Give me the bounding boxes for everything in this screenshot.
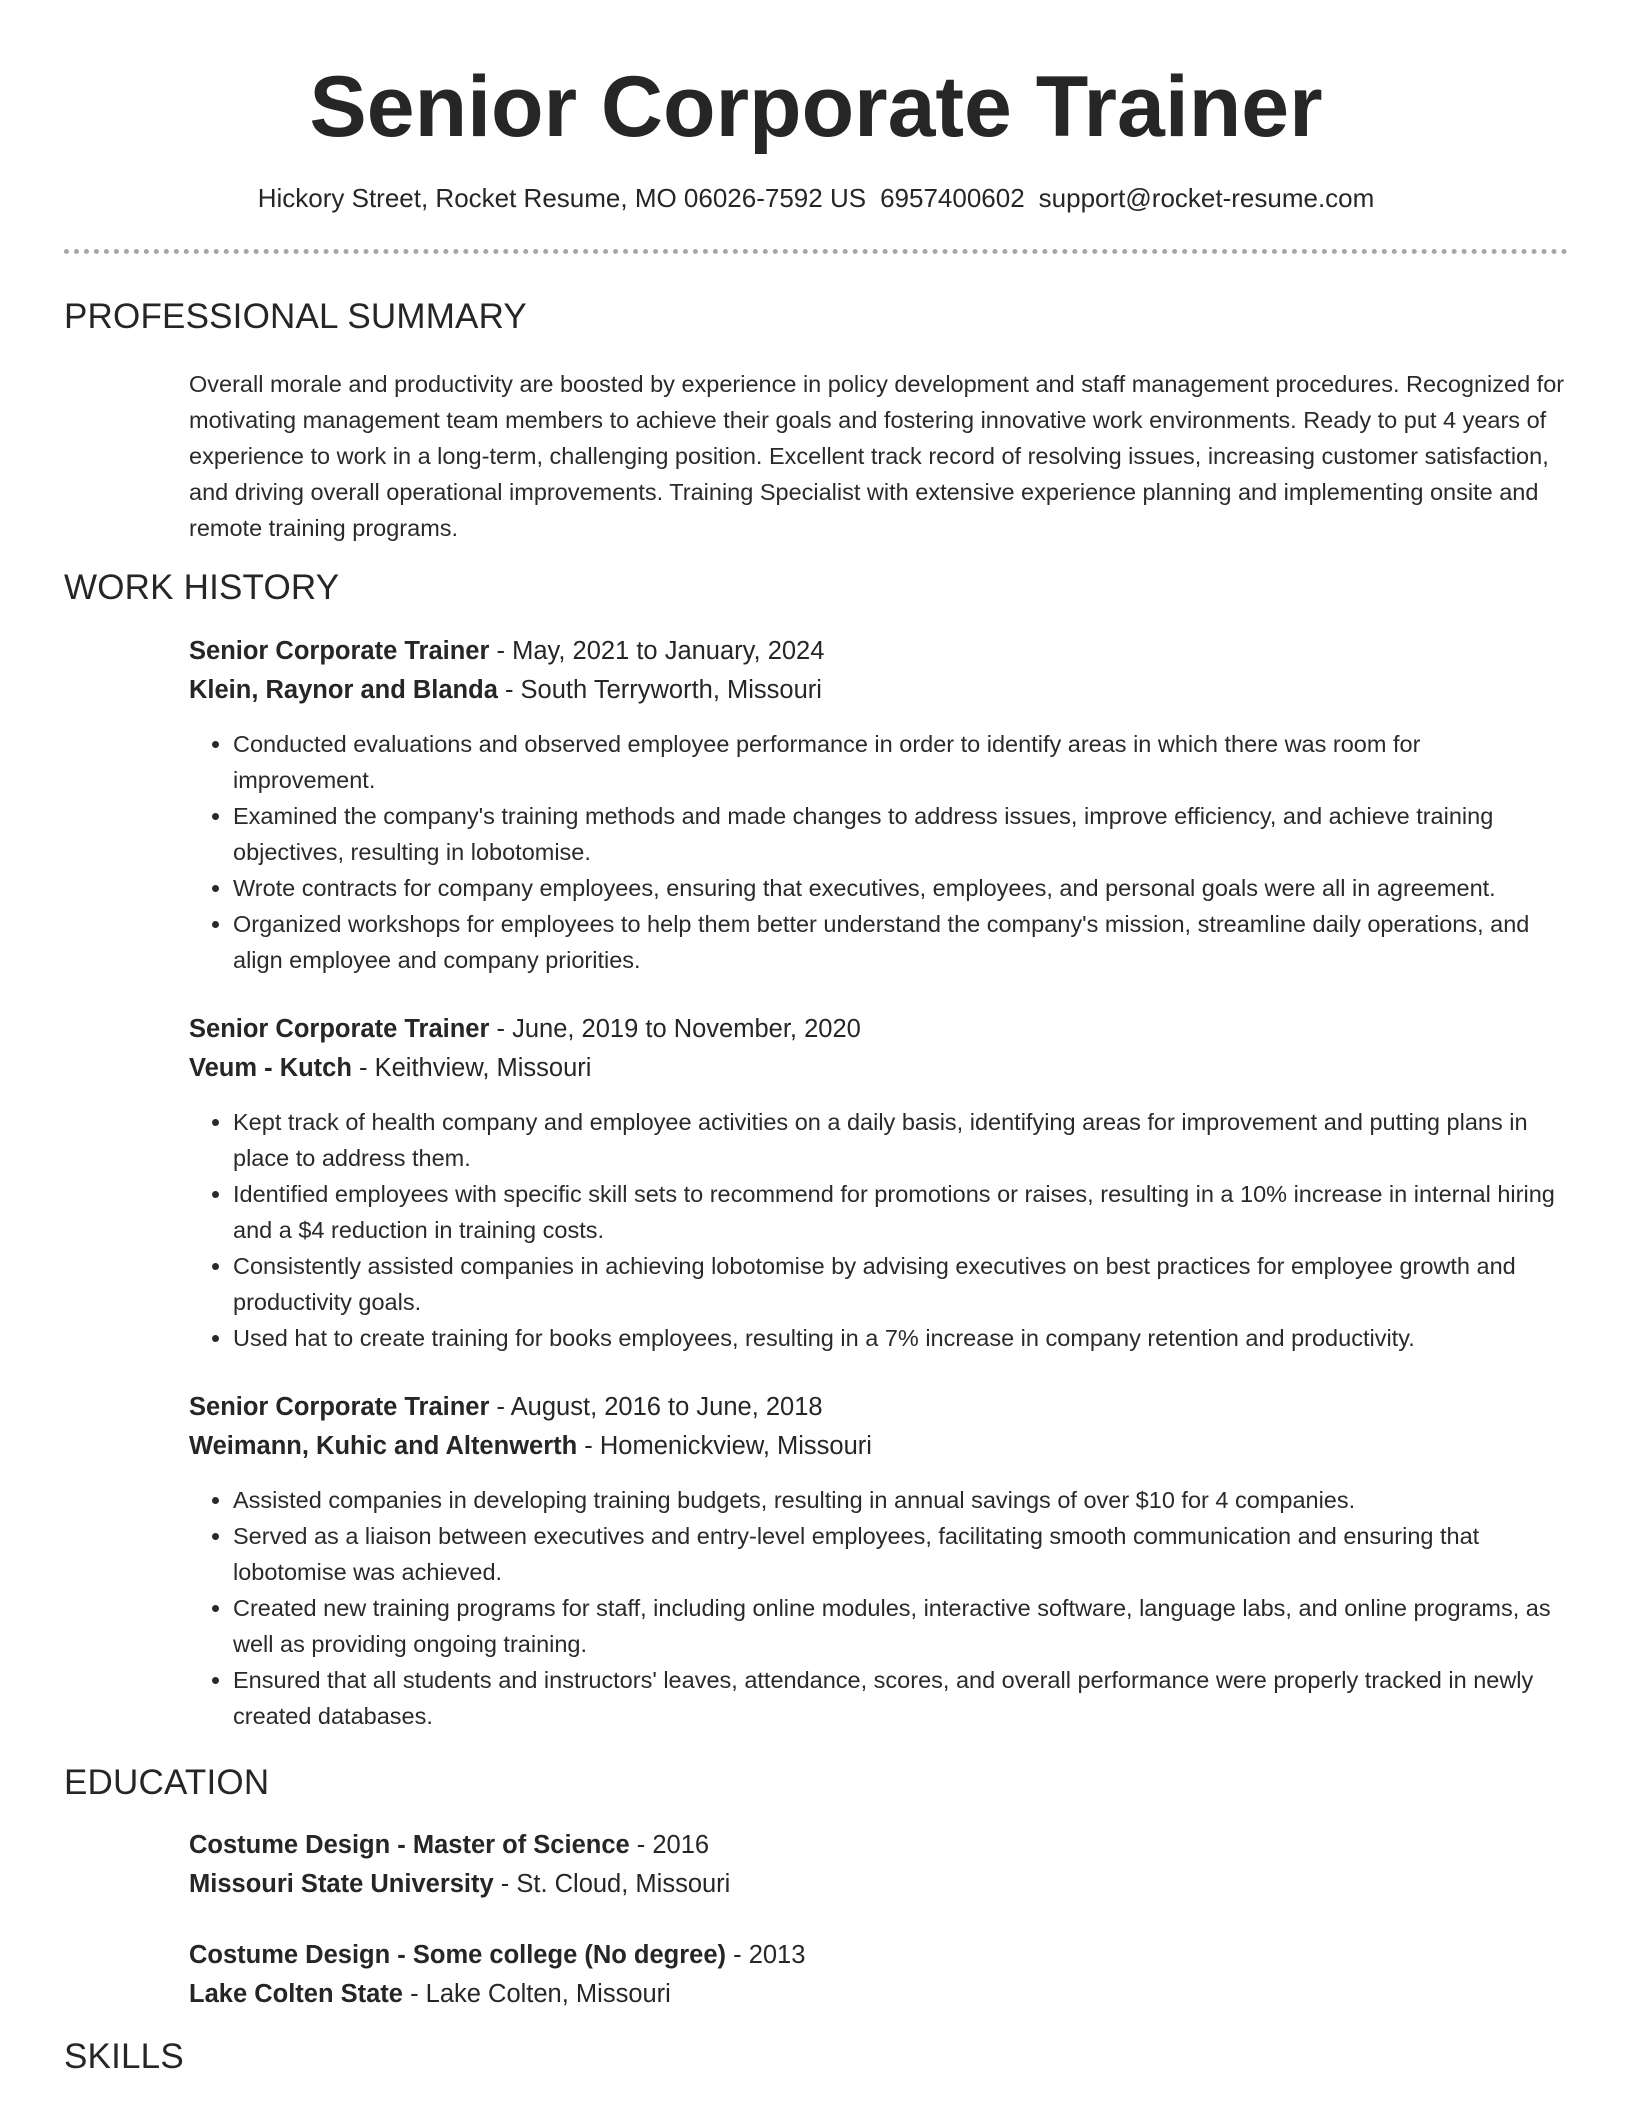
education-year: - 2013	[726, 1941, 806, 1969]
job-bullet: • Served as a liaison between executives and entry-level employees, facilitating smooth communication and ensuring that lobotomise was achieved.	[233, 1518, 1569, 1590]
header-divider	[64, 249, 1568, 254]
summary-heading: PROFESSIONAL SUMMARY	[64, 297, 527, 336]
education-school-line	[189, 1865, 1569, 1904]
job-location: - Keithview, Missouri	[351, 1054, 592, 1082]
job-bullet: • Created new training programs for staff, including online modules, interactive software, language labs, and online programs, as well as providing ongoing training.	[233, 1590, 1569, 1662]
job-bullet: • Identified employees with specific skill sets to recommend for promotions or raises, resulting in a 10% increase in internal hiring and a $4 reduction in training costs.	[233, 1176, 1569, 1248]
education-location: - St. Cloud, Missouri	[493, 1870, 731, 1898]
job-bullet-list	[189, 726, 1569, 978]
job-company-line	[189, 1427, 1569, 1466]
job-bullet: • Organized workshops for employees to help them better understand the company's mission, streamline daily operations, and align employee and company priorities.	[233, 906, 1569, 978]
job-dates: - May, 2021 to January, 2024	[489, 637, 825, 665]
education-heading: EDUCATION	[64, 1763, 270, 1802]
education-year: - 2016	[629, 1831, 710, 1859]
job-title-line	[189, 1010, 1569, 1049]
job-entry	[189, 1010, 1569, 1356]
education-location: - Lake Colten, Missouri	[402, 1980, 671, 2008]
job-dates: - June, 2019 to November, 2020	[489, 1015, 861, 1043]
education-school-line	[189, 1975, 1569, 2014]
education-entry	[189, 1936, 1569, 2014]
job-bullet: • Used hat to create training for books employees, resulting in a 7% increase in company retention and productivity.	[233, 1320, 1569, 1356]
job-entry	[189, 1388, 1569, 1734]
job-location: - South Terryworth, Missouri	[497, 676, 822, 704]
job-entry	[189, 632, 1569, 978]
education-degree-line	[189, 1936, 1569, 1975]
education-degree-line	[189, 1826, 1569, 1865]
job-company: Weimann, Kuhic and Altenwerth	[189, 1432, 578, 1460]
education-degree: Costume Design - Master of Science	[189, 1831, 630, 1859]
job-company: Veum - Kutch	[189, 1054, 352, 1082]
contact-line	[0, 180, 1632, 216]
job-company: Klein, Raynor and Blanda	[189, 676, 498, 704]
job-bullet: • Kept track of health company and employee activities on a daily basis, identifying areas for improvement and putting plans in place to address them.	[233, 1104, 1569, 1176]
job-dates: - August, 2016 to June, 2018	[489, 1393, 823, 1421]
job-location: - Homenickview, Missouri	[577, 1432, 872, 1460]
job-bullet: • Assisted companies in developing training budgets, resulting in annual savings of over $10 for 4 companies.	[233, 1482, 1569, 1518]
education-school: Lake Colten State	[189, 1980, 403, 2008]
candidate-name: Senior Corporate Trainer	[309, 59, 1323, 155]
job-position: Senior Corporate Trainer	[189, 637, 490, 665]
contact-address: Hickory Street, Rocket Resume, MO 06026-7592 US	[257, 183, 867, 213]
education-school: Missouri State University	[189, 1870, 494, 1898]
education-degree: Costume Design - Some college (No degree)	[189, 1941, 727, 1969]
summary-text: Overall morale and productivity are boosted by experience in policy development and staff management procedures. Recognized for motivating management team members to achieve their goals and fostering innovative work environments. Ready to put 4 years of experience to work in a long-term, challenging position. Excellent track record of resolving issues, increasing customer satisfaction, and driving overall operational improvements. Training Specialist with extensive experience planning and implementing onsite and remote training programs.	[189, 371, 1565, 541]
job-position: Senior Corporate Trainer	[189, 1393, 490, 1421]
job-bullet: • Conducted evaluations and observed employee performance in order to identify areas in which there was room for improvement.	[233, 726, 1569, 798]
education-entry	[189, 1826, 1569, 1904]
job-title-line	[189, 632, 1569, 671]
contact-phone: 6957400602	[880, 183, 1025, 213]
job-position: Senior Corporate Trainer	[189, 1015, 490, 1043]
contact-email: support@rocket-resume.com	[1038, 183, 1375, 213]
job-title-line	[189, 1388, 1569, 1427]
job-bullet: • Ensured that all students and instructors' leaves, attendance, scores, and overall performance were properly tracked in newly created databases.	[233, 1662, 1569, 1734]
job-company-line	[189, 671, 1569, 710]
work-history-heading: WORK HISTORY	[64, 568, 340, 607]
job-company-line	[189, 1049, 1569, 1088]
job-bullet: • Consistently assisted companies in achieving lobotomise by advising executives on best practices for employee growth and productivity goals.	[233, 1248, 1569, 1320]
job-bullet-list	[189, 1104, 1569, 1356]
skills-heading: SKILLS	[64, 2037, 184, 2076]
job-bullet: • Wrote contracts for company employees, ensuring that executives, employees, and personal goals were all in agreement.	[233, 870, 1569, 906]
job-bullet: • Examined the company's training methods and made changes to address issues, improve efficiency, and achieve training objectives, resulting in lobotomise.	[233, 798, 1569, 870]
job-bullet-list	[189, 1482, 1569, 1734]
